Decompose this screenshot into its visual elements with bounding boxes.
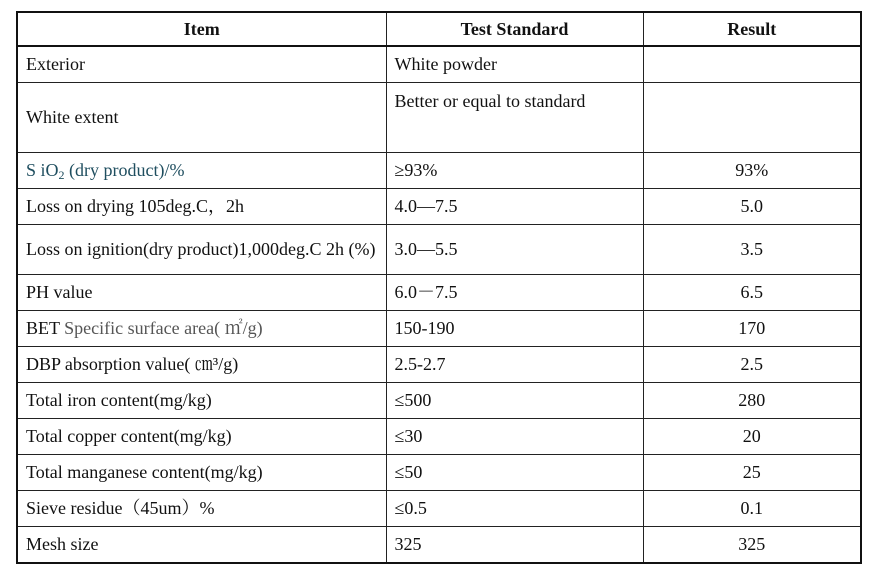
item-cell: Total manganese content(mg/kg)	[17, 455, 386, 491]
result-cell: 280	[643, 383, 861, 419]
result-cell: 170	[643, 311, 861, 347]
item-text-suffix: (dry product)/%	[64, 160, 185, 180]
item-cell: Mesh size	[17, 527, 386, 564]
item-text: BET	[26, 318, 65, 338]
standard-cell: White powder	[386, 46, 643, 83]
table-header-row	[17, 12, 861, 46]
result-cell: 5.0	[643, 189, 861, 225]
item-cell: Total iron content(mg/kg)	[17, 383, 386, 419]
standard-cell: 2.5-2.7	[386, 347, 643, 383]
result-cell	[643, 46, 861, 83]
result-cell: 0.1	[643, 491, 861, 527]
table-row	[17, 455, 861, 491]
header-test-standard: Test Standard	[386, 12, 643, 46]
spec-table	[16, 11, 862, 564]
result-cell: 25	[643, 455, 861, 491]
standard-cell: ≤0.5	[386, 491, 643, 527]
item-cell: Exterior	[17, 46, 386, 83]
item-cell: Sieve residue（45um）%	[17, 491, 386, 527]
table-row	[17, 527, 861, 564]
standard-cell: 4.0—7.5	[386, 189, 643, 225]
standard-cell: ≤500	[386, 383, 643, 419]
result-cell	[643, 83, 861, 153]
item-cell: Loss on ignition(dry product)1,000deg.C 2h (%)	[17, 225, 386, 275]
table-row	[17, 491, 861, 527]
result-cell: 6.5	[643, 275, 861, 311]
result-cell: 3.5	[643, 225, 861, 275]
item-text: S iO	[26, 160, 59, 180]
standard-cell: ≥93%	[386, 153, 643, 189]
item-text-suffix: Specific surface area( ㎡/g)	[64, 318, 263, 338]
header-result: Result	[643, 12, 861, 46]
item-cell: PH value	[17, 275, 386, 311]
result-cell: 20	[643, 419, 861, 455]
result-cell: 2.5	[643, 347, 861, 383]
table-row	[17, 189, 861, 225]
standard-cell: ≤50	[386, 455, 643, 491]
item-cell: White extent	[17, 83, 386, 153]
table-row	[17, 225, 861, 275]
standard-cell: 325	[386, 527, 643, 564]
table-row	[17, 347, 861, 383]
table-row	[17, 275, 861, 311]
item-cell: Loss on drying 105deg.C，2h	[17, 189, 386, 225]
standard-cell: 6.0－7.5	[386, 275, 643, 311]
item-cell: DBP absorption value( ㎝³/g)	[17, 347, 386, 383]
table-row	[17, 383, 861, 419]
result-cell: 93%	[643, 153, 861, 189]
table-row	[17, 311, 861, 347]
item-cell	[17, 311, 386, 347]
table-row	[17, 46, 861, 83]
standard-cell: Better or equal to standard	[386, 83, 643, 153]
item-cell: Total copper content(mg/kg)	[17, 419, 386, 455]
standard-cell: ≤30	[386, 419, 643, 455]
table-row	[17, 153, 861, 189]
header-item: Item	[17, 12, 386, 46]
standard-cell: 3.0—5.5	[386, 225, 643, 275]
item-subscript: 2	[58, 168, 65, 182]
item-cell	[17, 153, 386, 189]
standard-cell: 150-190	[386, 311, 643, 347]
table-row	[17, 419, 861, 455]
result-cell: 325	[643, 527, 861, 564]
table-row	[17, 83, 861, 153]
